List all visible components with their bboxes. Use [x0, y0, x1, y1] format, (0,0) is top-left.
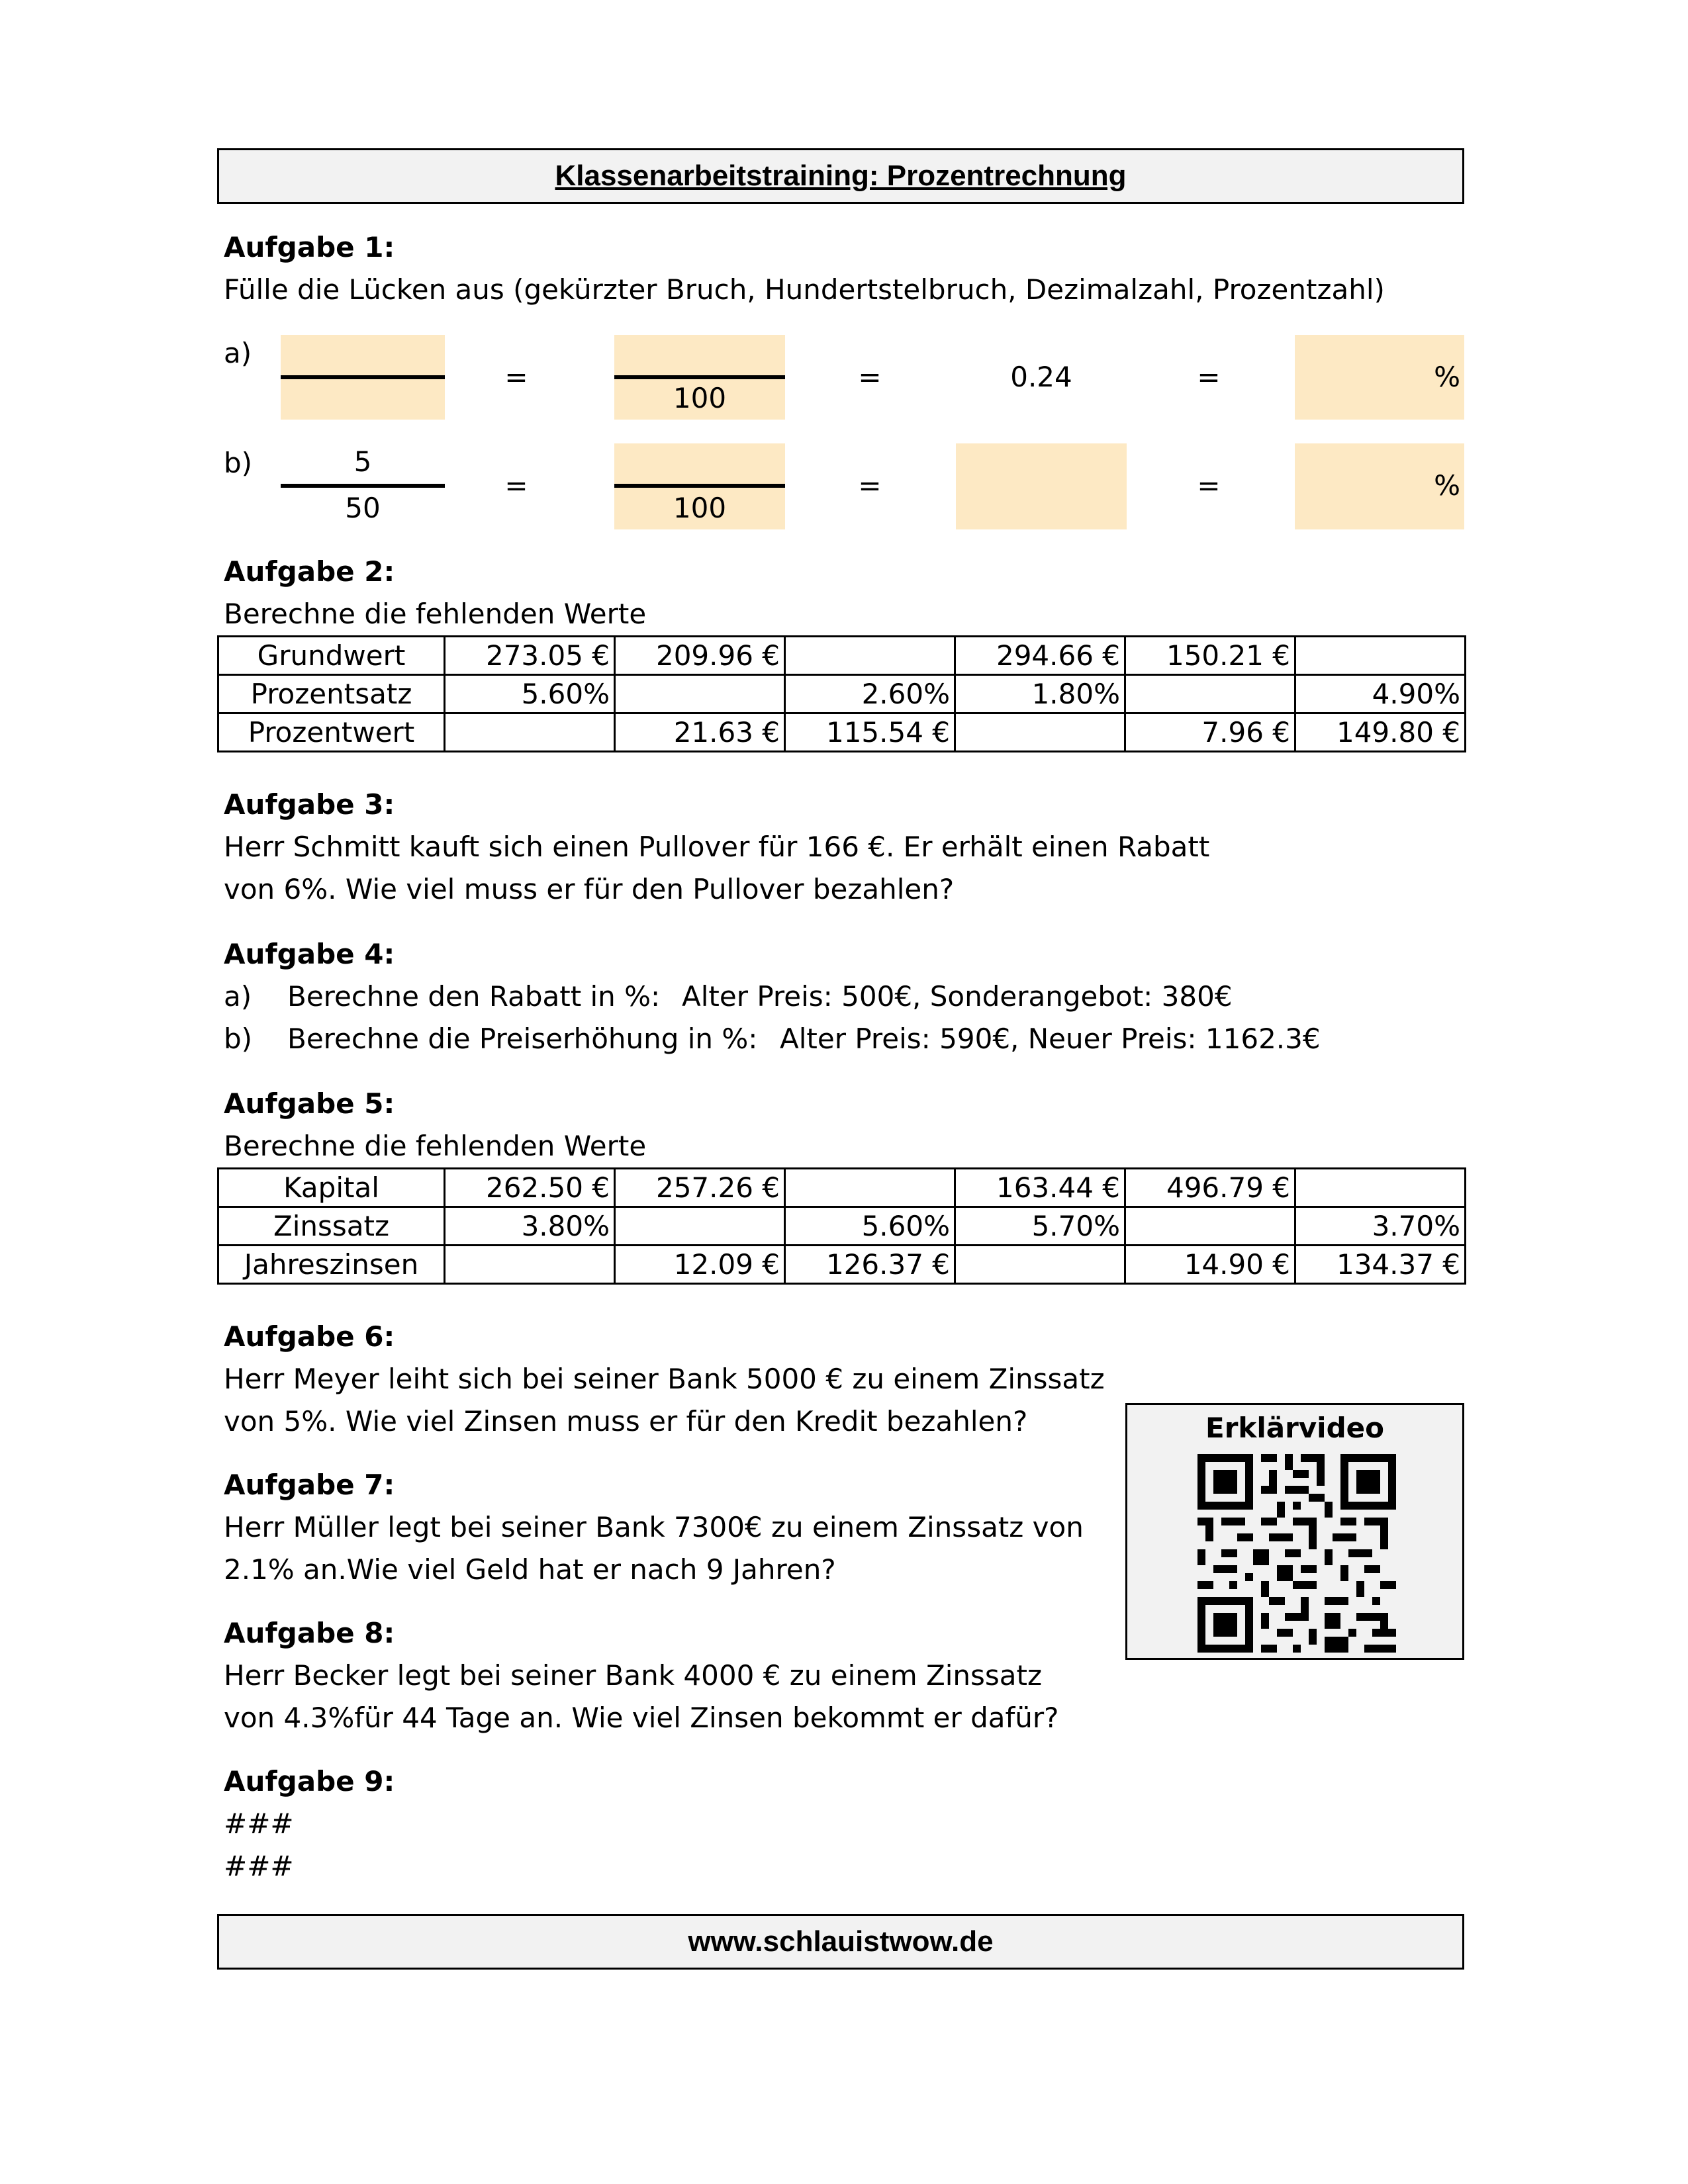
task5-heading: Aufgabe 5:	[224, 1087, 395, 1120]
table-cell: 14.90 €	[1125, 1246, 1295, 1284]
table-cell: 4.90%	[1295, 675, 1466, 713]
answer-cell[interactable]	[1125, 1207, 1295, 1246]
table-cell: 257.26 €	[615, 1169, 785, 1207]
task2-heading: Aufgabe 2:	[224, 555, 395, 588]
answer-cell[interactable]	[955, 713, 1125, 752]
answer-cell[interactable]	[1125, 675, 1295, 713]
table-cell: 21.63 €	[615, 713, 785, 752]
task8-heading: Aufgabe 8:	[224, 1617, 395, 1649]
row-header: Prozentwert	[218, 713, 445, 752]
answer-cell[interactable]	[615, 675, 785, 713]
task7-text-line1: Herr Müller legt bei seiner Bank 7300€ zu einem Zinssatz von	[224, 1511, 1084, 1543]
equals-sign: =	[1197, 361, 1221, 393]
table-row	[218, 1169, 1466, 1207]
table-row	[218, 713, 1466, 752]
task4-a-text: Berechne den Rabatt in %:	[287, 980, 661, 1013]
row-a-percent-sign: %	[1434, 361, 1460, 393]
row-a-decimal: 0.24	[1010, 361, 1072, 393]
interest-table	[217, 1167, 1466, 1285]
equals-sign: =	[858, 361, 882, 393]
task7-heading: Aufgabe 7:	[224, 1469, 395, 1501]
task4-b-values: Alter Preis: 590€, Neuer Preis: 1162.3€	[780, 1023, 1321, 1055]
task9-placeholder-line1: ###	[224, 1807, 294, 1840]
task3-heading: Aufgabe 3:	[224, 788, 395, 821]
website-footer[interactable]: www.schlauistwow.de	[217, 1914, 1464, 1970]
worksheet-title: Klassenarbeitstraining: Prozentrechnung	[217, 148, 1464, 204]
answer-cell[interactable]	[1295, 1169, 1466, 1207]
row-b-fraction-line	[281, 484, 445, 488]
table-cell: 2.60%	[785, 675, 955, 713]
row-a-fraction-line	[281, 375, 445, 379]
table-cell: 496.79 €	[1125, 1169, 1295, 1207]
table-cell: 273.05 €	[445, 637, 615, 675]
table-cell: 149.80 €	[1295, 713, 1466, 752]
row-b-hundredths-denominator: 100	[673, 492, 727, 524]
row-b-hundredths-line	[614, 484, 785, 488]
task4-a-values: Alter Preis: 500€, Sonderangebot: 380€	[682, 980, 1233, 1013]
equals-sign: =	[858, 469, 882, 502]
table-cell: 209.96 €	[615, 637, 785, 675]
row-b-decimal-field[interactable]	[956, 443, 1127, 529]
task4-b-label: b)	[224, 1023, 253, 1055]
task2-instruction: Berechne die fehlenden Werte	[224, 598, 647, 630]
task3-text-line2: von 6%. Wie viel muss er für den Pullover bezahlen?	[224, 873, 955, 905]
qr-code-icon[interactable]	[1197, 1454, 1396, 1653]
row-b-denominator: 50	[345, 492, 381, 524]
table-cell: 294.66 €	[955, 637, 1125, 675]
equals-sign: =	[1197, 469, 1221, 502]
row-header: Zinssatz	[218, 1207, 445, 1246]
task9-placeholder-line2: ###	[224, 1850, 294, 1882]
task7-text-line2: 2.1% an.Wie viel Geld hat er nach 9 Jahren?	[224, 1553, 836, 1586]
table-cell: 5.70%	[955, 1207, 1125, 1246]
video-qr-box[interactable]	[1125, 1403, 1464, 1660]
row-header: Prozentsatz	[218, 675, 445, 713]
equals-sign: =	[504, 361, 528, 393]
task5-instruction: Berechne die fehlenden Werte	[224, 1130, 647, 1162]
table-cell: 126.37 €	[785, 1246, 955, 1284]
table-cell: 1.80%	[955, 675, 1125, 713]
row-b-label: b)	[224, 447, 253, 479]
row-a-hundredths-line	[614, 375, 785, 379]
table-cell: 115.54 €	[785, 713, 955, 752]
percent-table	[217, 635, 1466, 752]
row-b-percent-sign: %	[1434, 469, 1460, 502]
table-cell: 150.21 €	[1125, 637, 1295, 675]
task6-text-line2: von 5%. Wie viel Zinsen muss er für den Kredit bezahlen?	[224, 1405, 1028, 1437]
table-row	[218, 675, 1466, 713]
table-cell: 5.60%	[445, 675, 615, 713]
row-header: Jahreszinsen	[218, 1246, 445, 1284]
table-row	[218, 637, 1466, 675]
task8-text-line2: von 4.3%für 44 Tage an. Wie viel Zinsen bekommt er dafür?	[224, 1702, 1059, 1734]
row-a-hundredths-denominator: 100	[673, 382, 727, 414]
table-cell: 3.80%	[445, 1207, 615, 1246]
task6-text-line1: Herr Meyer leiht sich bei seiner Bank 5000 € zu einem Zinssatz	[224, 1363, 1105, 1395]
task3-text-line1: Herr Schmitt kauft sich einen Pullover für 166 €. Er erhält einen Rabatt	[224, 831, 1210, 863]
video-title: Erklärvideo	[1205, 1412, 1384, 1444]
answer-cell[interactable]	[785, 637, 955, 675]
row-header: Grundwert	[218, 637, 445, 675]
table-row	[218, 1246, 1466, 1284]
task1-heading: Aufgabe 1:	[224, 231, 395, 263]
table-cell: 7.96 €	[1125, 713, 1295, 752]
task6-heading: Aufgabe 6:	[224, 1320, 395, 1353]
row-b-numerator: 5	[353, 445, 372, 478]
task1-instruction: Fülle die Lücken aus (gekürzter Bruch, Hundertstelbruch, Dezimalzahl, Prozentzahl)	[224, 273, 1385, 306]
table-cell: 262.50 €	[445, 1169, 615, 1207]
table-cell: 12.09 €	[615, 1246, 785, 1284]
table-cell: 5.60%	[785, 1207, 955, 1246]
answer-cell[interactable]	[785, 1169, 955, 1207]
answer-cell[interactable]	[1295, 637, 1466, 675]
task4-a-label: a)	[224, 980, 252, 1013]
table-row	[218, 1207, 1466, 1246]
equals-sign: =	[504, 469, 528, 502]
row-a-label: a)	[224, 337, 252, 369]
task4-b-text: Berechne die Preiserhöhung in %:	[287, 1023, 758, 1055]
answer-cell[interactable]	[615, 1207, 785, 1246]
answer-cell[interactable]	[955, 1246, 1125, 1284]
table-cell: 3.70%	[1295, 1207, 1466, 1246]
task8-text-line1: Herr Becker legt bei seiner Bank 4000 € zu einem Zinssatz	[224, 1659, 1043, 1692]
task9-heading: Aufgabe 9:	[224, 1765, 395, 1797]
table-cell: 134.37 €	[1295, 1246, 1466, 1284]
table-cell: 163.44 €	[955, 1169, 1125, 1207]
answer-cell[interactable]	[445, 713, 615, 752]
row-header: Kapital	[218, 1169, 445, 1207]
task4-heading: Aufgabe 4:	[224, 938, 395, 970]
answer-cell[interactable]	[445, 1246, 615, 1284]
